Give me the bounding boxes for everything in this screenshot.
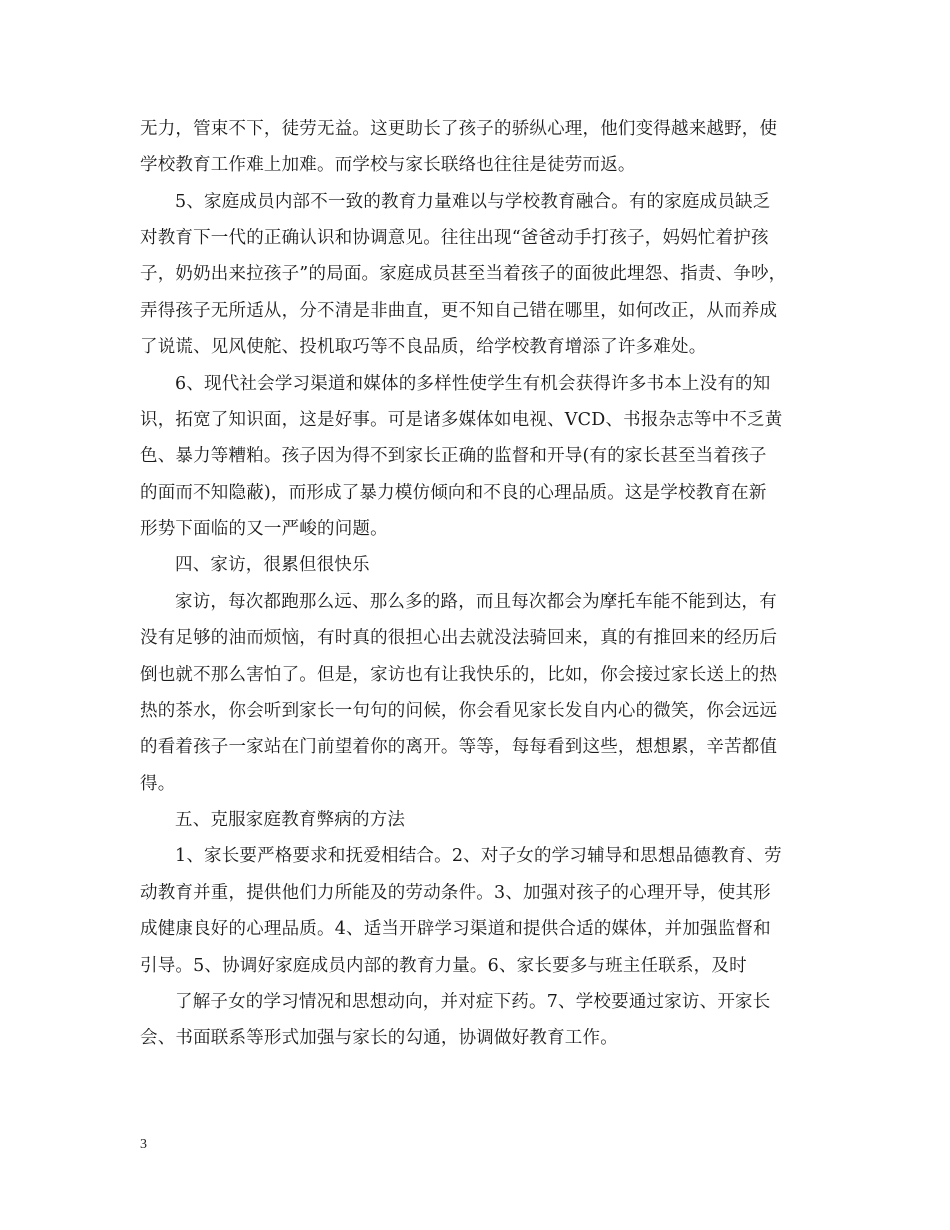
text-line: 动教育并重，提供他们力所能及的劳动条件。3、加强对孩子的心理开导，使其形 xyxy=(140,883,771,903)
text-line: 了解子女的学习情况和思想动向，并对症下药。7、学校要通过家访、开家长 xyxy=(175,992,771,1012)
text-line: 的看着孩子一家站在门前望着你的离开。等等，每每看到这些，想想累，辛苦都值 xyxy=(140,737,778,757)
text-line: 5、家庭成员内部不一致的教育力量难以与学校教育融合。有的家庭成员缺乏 xyxy=(175,192,771,212)
text-line: 识，拓宽了知识面，这是好事。可是诸多媒体如电视、VCD、书报杂志等中不乏黄 xyxy=(140,410,783,430)
text-line: 弄得孩子无所适从，分不清是非曲直，更不知自己错在哪里，如何改正，从而养成 xyxy=(140,301,778,321)
text-line: 对教育下一代的正确认识和协调意见。往往出现“爸爸动手打孩子，妈妈忙着护孩 xyxy=(140,228,769,248)
text-line: 家访，每次都跑那么远、那么多的路，而且每次都会为摩托车能不能到达，有 xyxy=(175,592,777,612)
text-line: 引导。5、协调好家庭成员内部的教育力量。6、家长要多与班主任联系，及时 xyxy=(140,956,747,976)
text-line: 学校教育工作难上加难。而学校与家长联络也往往是徒劳而返。 xyxy=(140,155,636,175)
text-line: 无力，管束不下，徒劳无益。这更助长了孩子的骄纵心理，他们变得越来越野，使 xyxy=(140,119,778,139)
section-heading: 四、家访，很累但很快乐 xyxy=(175,555,370,575)
text-line: 1、家长要严格要求和抚爱相结合。2、对子女的学习辅导和思想品德教育、劳 xyxy=(175,846,782,866)
text-line: 热的茶水，你会听到家长一句句的问候，你会看见家长发自内心的微笑，你会远远 xyxy=(140,701,778,721)
text-line: 会、书面联系等形式加强与家长的勾通，协调做好教育工作。 xyxy=(140,1028,618,1048)
text-line: 了说谎、见风使舵、投机取巧等不良品质，给学校教育增添了许多难处。 xyxy=(140,337,707,357)
section-heading: 五、克服家庭教育弊病的方法 xyxy=(175,810,406,830)
text-line: 得。 xyxy=(140,774,176,794)
text-line: 没有足够的油而烦恼，有时真的很担心出去就没法骑回来，真的有推回来的经历后 xyxy=(140,628,778,648)
text-line: 色、暴力等糟粕。孩子因为得不到家长正确的监督和开导(有的家长甚至当着孩子 xyxy=(140,446,767,466)
text-line: 子，奶奶出来拉孩子”的局面。家庭成员甚至当着孩子的面彼此埋怨、指责、争吵， xyxy=(140,264,787,284)
text-line: 倒也就不那么害怕了。但是，家访也有让我快乐的，比如，你会接过家长送上的热 xyxy=(140,665,778,685)
text-line: 6、现代社会学习渠道和媒体的多样性使学生有机会获得许多书本上没有的知 xyxy=(175,374,771,394)
text-line: 形势下面临的又一严峻的问题。 xyxy=(140,519,388,539)
text-line: 成健康良好的心理品质。4、适当开辟学习渠道和提供合适的媒体，并加强监督和 xyxy=(140,919,771,939)
page-number: 3 xyxy=(140,1137,147,1152)
text-line: 的面而不知隐蔽)，而形成了暴力模仿倾向和不良的心理品质。这是学校教育在新 xyxy=(140,483,767,503)
